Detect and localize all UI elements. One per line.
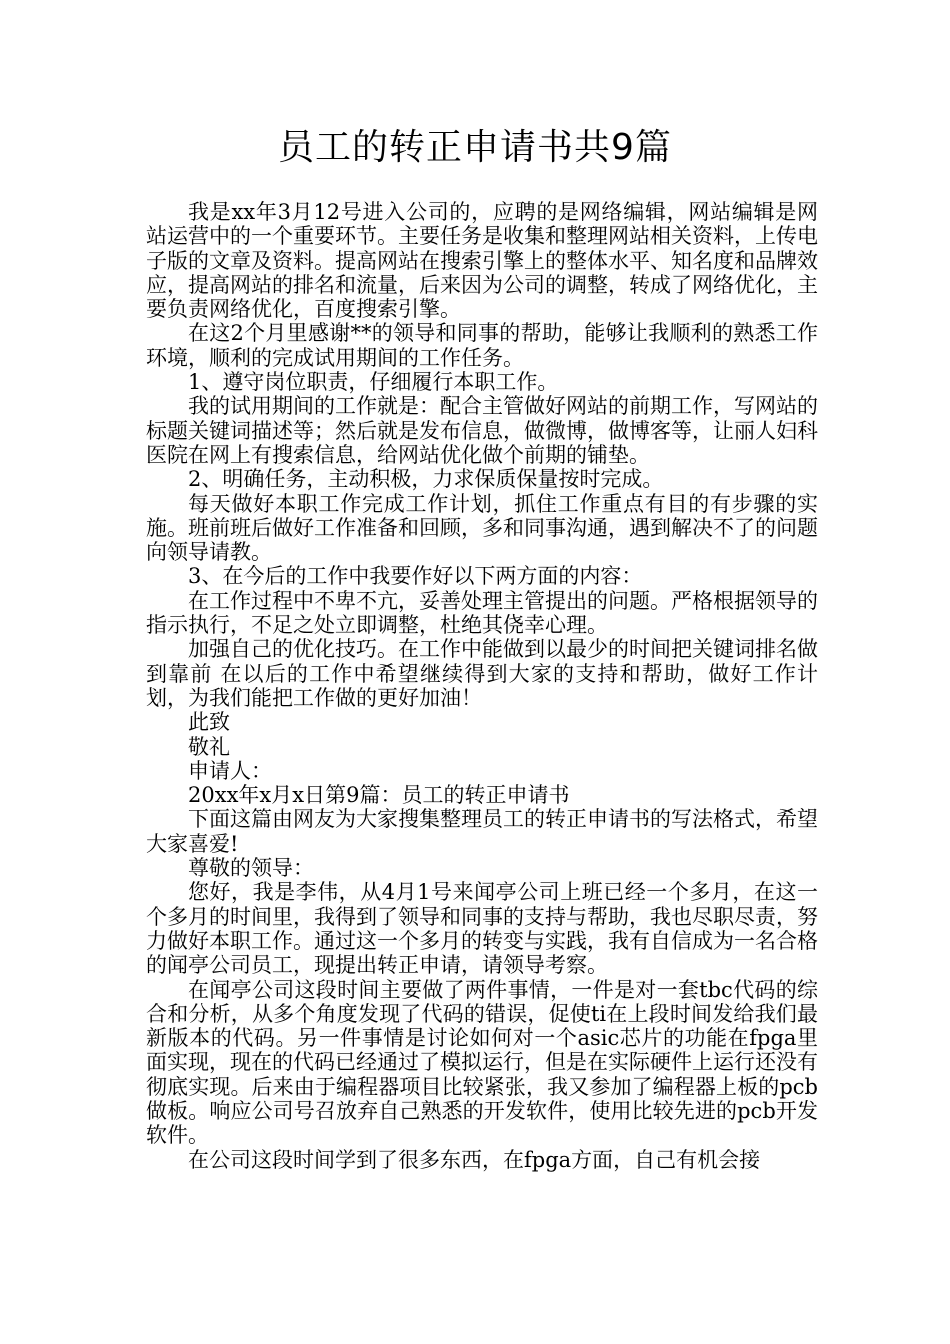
- applicant-line: 申请人：: [188, 758, 272, 783]
- paragraph: 下面这篇由网友为大家搜集整理员工的转正申请书的写法格式，希望大家喜爱!: [146, 807, 818, 856]
- paragraph: 在这2个月里感谢**的领导和同事的帮助，能够让我顺利的熟悉工作环境，顺利的完成试用期间的工作任务。: [146, 321, 818, 370]
- closing-line: 敬礼: [188, 734, 230, 759]
- paragraph: 在公司这段时间学到了很多东西，在fpga方面，自己有机会接: [188, 1147, 761, 1172]
- paragraph: 在工作过程中不卑不亢，妥善处理主管提出的问题。严格根据领导的指示执行，不足之处立即调整，杜绝其侥幸心理。: [146, 588, 818, 638]
- paragraph: 3、在今后的工作中我要作好以下两方面的内容：: [188, 564, 643, 589]
- paragraph: 我是xx年3月12号进入公司的，应聘的是网络编辑，网站编辑是网站运营中的一个重要环节。主要任务是收集和整理网站相关资料，上传电子版的文章及资料。提高网站在搜索引擎上的整体水平、知名度和品牌效应，提高网站的排名和流量，后来因为公司的调整，转成了网络优化，主要负责网络优化，百度搜索引擎。: [146, 200, 818, 322]
- document-title: 员工的转正申请书共9篇: [278, 127, 672, 168]
- paragraph: 我的试用期间的工作就是：配合主管做好网站的前期工作，写网站的标题关键词描述等；然后就是发布信息，做微博，做博客等，让丽人妇科医院在网上有搜索信息，给网站优化做个前期的铺垫。: [146, 394, 818, 467]
- paragraph: 加强自己的优化技巧。在工作中能做到以最少的时间把关键词排名做到靠前 在以后的工作中希望继续得到大家的支持和帮助，做好工作计划，为我们能把工作做的更好加油！: [146, 637, 818, 710]
- salutation: 尊敬的领导：: [188, 856, 314, 881]
- paragraph: 在闻亭公司这段时间主要做了两件事情，一件是对一套tbc代码的综合和分析，从多个角度发现了代码的错误，促使ti在上段时间发给我们最新版本的代码。另一件事情是讨论如何对一个asic芯片的功能在fpga里面实现，现在的代码已经通过了模拟运行，但是在实际硬件上运行还没有彻底实现。后来由于编程器项目比较紧张，我又参加了编程器上板的pcb做板。响应公司号召放弃自己熟悉的开发软件，使用比较先进的pcb开发软件。: [146, 977, 818, 1148]
- paragraph: 您好，我是李伟，从4月1号来闻亭公司上班已经一个多月，在这一个多月的时间里，我得到了领导和同事的支持与帮助，我也尽职尽责，努力做好本职工作。通过这一个多月的转变与实践，我有自信成为一名合格的闻亭公司员工，现提出转正申请，请领导考察。: [146, 880, 818, 978]
- document-body: [146, 200, 818, 1172]
- paragraph: 每天做好本职工作完成工作计划，抓住工作重点有目的有步骤的实施。班前班后做好工作准备和回顾，多和同事沟通，遇到解决不了的问题向领导请教。: [146, 491, 818, 565]
- paragraph: 2、明确任务，主动积极，力求保质保量按时完成。: [188, 467, 664, 492]
- closing-line: 此致: [188, 710, 230, 735]
- paragraph: 1、遵守岗位职责，仔细履行本职工作。: [188, 370, 559, 395]
- date-line: 20xx年x月x日第9篇：员工的转正申请书: [188, 783, 570, 808]
